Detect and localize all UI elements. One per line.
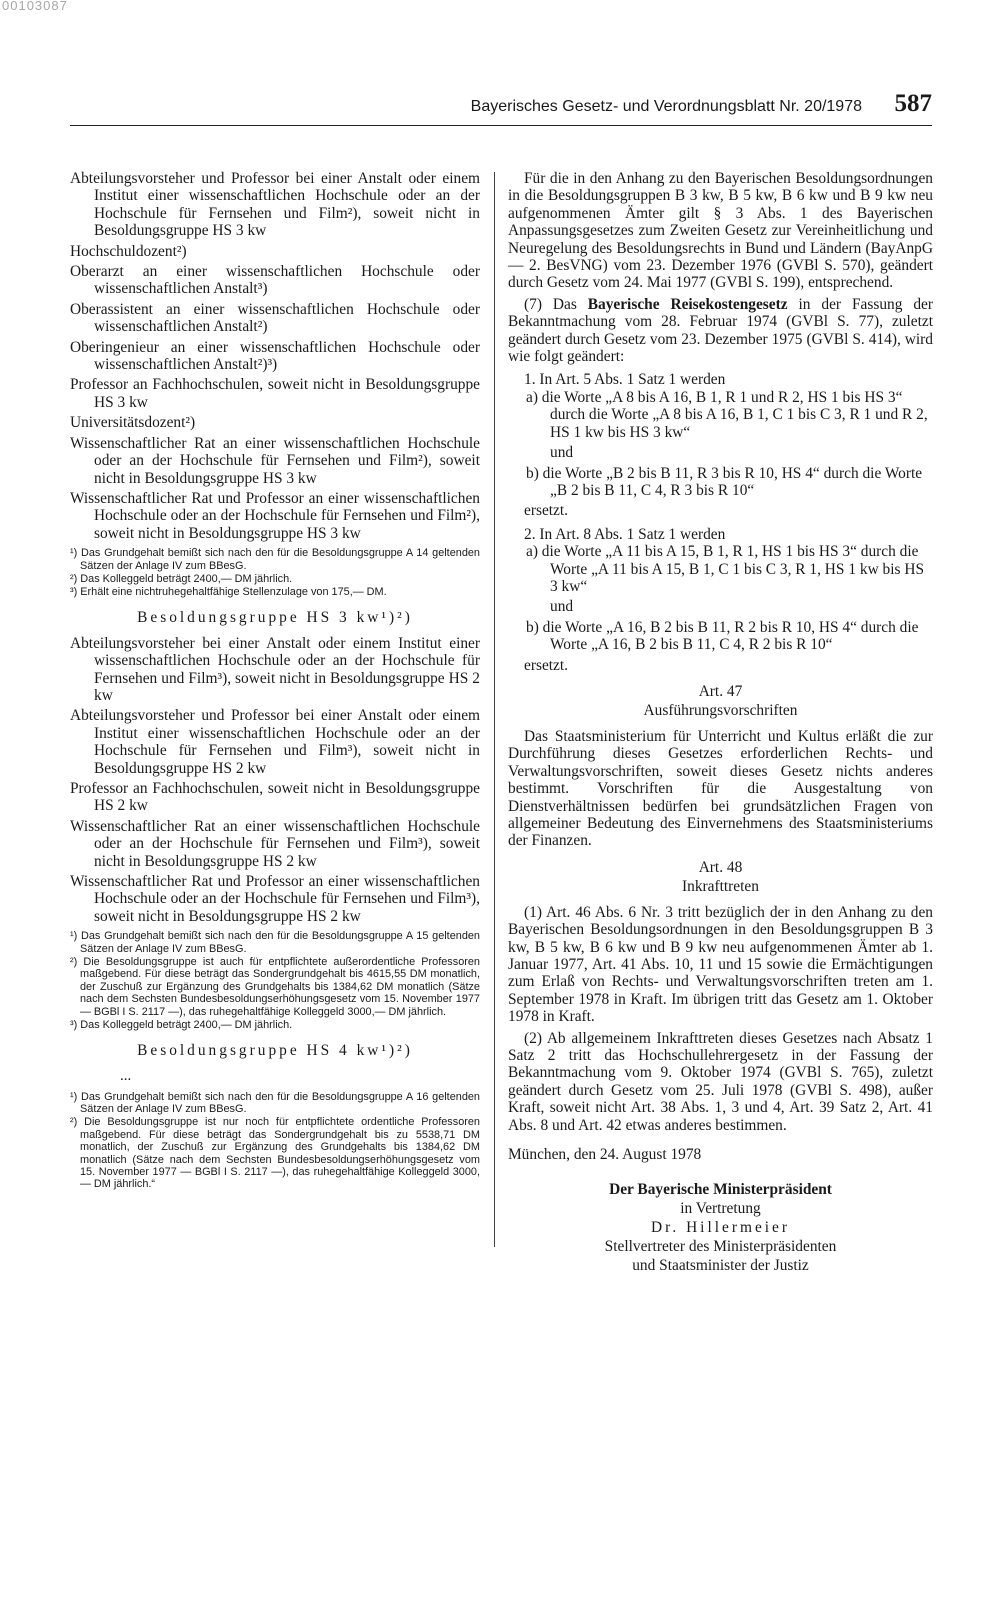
amendment-sub-b: b) die Worte „B 2 bis B 11, R 3 bis R 10, HS 4“ durch die Worte „B 2 bis B 11, C 4, R 3 bis R 10“: [526, 464, 923, 499]
page-number: 587: [894, 90, 932, 117]
footnote: ³) Erhält eine nichtruhegehaltfähige Stellenzulage von 175,— DM.: [70, 586, 387, 599]
article-48-title: Inkrafttreten: [682, 877, 759, 895]
list-item: Wissenschaftlicher Rat an einer wissenschaftlichen Hochschule oder an der Hochschule für Fernsehen und Film²), soweit nicht in Besoldungsgruppe HS 3 kw: [70, 434, 480, 487]
archive-id: 00103087: [2, 0, 68, 13]
amendment-sub-b: b) die Worte „A 16, B 2 bis B 11, R 2 bis R 10, HS 4“ durch die Worte „A 16, B 2 bis B 11, C 4, R 2 bis R 10“: [526, 618, 919, 654]
list-item: Professor an Fachhochschulen, soweit nicht in Besoldungsgruppe HS 2 kw: [70, 780, 480, 815]
amendment-item-2: 2. In Art. 8 Abs. 1 Satz 1 werden: [524, 525, 726, 543]
page-header: [70, 90, 932, 126]
footnote: ¹) Das Grundgehalt bemißt sich nach den für die Besoldungsgruppe A 14 geltenden Sätzen der Anlage IV zum BBesG.: [70, 547, 480, 572]
right-column: [508, 170, 933, 1275]
signer-title-line2: und Staatsminister der Justiz: [632, 1257, 809, 1275]
amendment-sub-a: a) die Worte „A 8 bis A 16, B 1, R 1 und R 2, HS 1 bis HS 3“ durch die Worte „A 8 bis A 16, B 1, C 1 bis C 3, R 1 und R 2, HS 1 kw bis HS 3 kw“: [526, 388, 928, 441]
amendment-sub-a: a) die Worte „A 11 bis A 15, B 1, R 1, HS 1 bis HS 3“ durch die Worte „A 11 bis A 15, B 1, C 1 bis C 3, R 1, HS 1 kw bis HS 3 kw“: [526, 543, 925, 595]
hs3kw-entry-list: [70, 635, 480, 926]
signer-title-line1: Stellvertreter des Ministerpräsidenten: [604, 1238, 837, 1256]
footnote: ²) Das Kolleggeld beträgt 2400,— DM jährlich.: [70, 572, 293, 585]
list-item: Oberassistent an einer wissenschaftlichen Hochschule oder wissenschaftlichen Anstalt²): [70, 300, 480, 336]
article-47-title: Ausführungsvorschriften: [643, 701, 798, 719]
group-heading-hs4kw: Besoldungsgruppe HS 4 kw¹)²): [137, 1041, 413, 1059]
gazette-title: Bayerisches Gesetz- und Verordnungsblatt Nr. 20/1978: [470, 98, 862, 115]
list-item: Oberarzt an einer wissenschaftlichen Hochschule oder wissenschaftlichen Anstalt³): [70, 263, 480, 298]
hs3kw-footnotes: [70, 930, 480, 1031]
column-divider: [494, 172, 495, 1247]
conjunction-und: und: [550, 444, 574, 462]
footnote: ¹) Das Grundgehalt bemißt sich nach den für die Besoldungsgruppe A 15 geltenden Sätzen der Anlage IV zum BBesG.: [70, 930, 480, 955]
place-date: München, den 24. August 1978: [508, 1146, 702, 1164]
article-47-number: Art. 47: [698, 682, 743, 700]
signer-office: Der Bayerische Ministerpräsident: [609, 1181, 832, 1199]
article-48-paragraph-1: (1) Art. 46 Abs. 6 Nr. 3 tritt bezüglich der in den Anhang zu den Bayerischen Besoldungsordnungen in den Besoldungsgruppen B 3 kw, B 5 kw, B 6 kw und B 9 kw neu aufgenommenen Ämter ab 1. Januar 1977, Art. 41 Abs. 10, 11 und 15 sowie die Ermächtigungen zum Erlaß von Rechts- und Verwaltungsvorschriften treten am 1. September 1978 in Kraft. Im übrigen tritt das Gesetz am 1. Oktober 1978 in Kraft.: [508, 903, 933, 1026]
left-column: [70, 170, 480, 1199]
ellipsis: ...: [120, 1067, 132, 1084]
article-48-number: Art. 48: [698, 858, 743, 876]
signer-name: Dr. Hillermeier: [650, 1219, 791, 1237]
list-item: Wissenschaftlicher Rat an einer wissenschaftlichen Hochschule oder an der Hochschule für Fernsehen und Film³), soweit nicht in Besoldungsgruppe HS 2 kw: [70, 817, 480, 870]
law-name-bold: Bayerische Reisekostengesetz: [587, 295, 788, 313]
list-item: Hochschuldozent²): [70, 242, 187, 260]
para7-prefix: (7) Das: [524, 295, 588, 313]
amendment-item-1: 1. In Art. 5 Abs. 1 Satz 1 werden: [524, 371, 726, 389]
footnote: ³) Das Kolleggeld beträgt 2400,— DM jährlich.: [70, 1019, 293, 1032]
para7-rest: in der Fassung der Bekanntmachung vom 28. Februar 1974 (GVBl S. 77), zuletzt geändert durch Gesetz vom 23. Dezember 1975 (GVBl S. 414), wird wie folgt geändert:: [508, 295, 934, 366]
signature-block: [508, 1180, 933, 1275]
list-item: Wissenschaftlicher Rat und Professor an einer wissenschaftlichen Hochschule oder an der Hochschule für Fernsehen und Film²), soweit nicht in Besoldungsgruppe HS 3 kw: [70, 489, 480, 542]
list-item: Professor an Fachhochschulen, soweit nicht in Besoldungsgruppe HS 3 kw: [70, 376, 480, 411]
footnote: ²) Die Besoldungsgruppe ist nur noch für entpflichtete ordentliche Professoren maßgebend. Für diese beträgt das Sondergrundgehalt bis zu 5538,71 DM monatlich, der Zuschuß zur Ergänzung des Grundgehalts bis 1384,62 DM monatlich (Sätze nach dem Sechsten Bundesbesoldungserhöhungsgesetz vom 15. November 1977 — BGBl I S. 2117 —), das ruhegehaltfähige Kolleggeld 3000,— DM jährlich.“: [70, 1116, 480, 1191]
list-item: Wissenschaftlicher Rat und Professor an einer wissenschaftlichen Hochschule oder an der Hochschule für Fernsehen und Film³), soweit nicht in Besoldungsgruppe HS 2 kw: [70, 873, 480, 925]
article-48-paragraph-2: (2) Ab allgemeinem Inkrafttreten dieses Gesetzes nach Absatz 1 Satz 2 tritt das Hochschullehrergesetz in der Fassung der Bekanntmachung vom 9. Oktober 1974 (GVBl S. 765), zuletzt geändert durch Gesetz vom 25. Juli 1978 (GVBl S. 498), außer Kraft, soweit nicht Art. 38 Abs. 1, 3 und 4, Art. 39 Satz 2, Art. 41 Abs. 8 und Art. 42 etwas anderes bestimmen.: [508, 1029, 933, 1134]
list-item: Oberingenieur an einer wissenschaftlichen Hochschule oder wissenschaftlichen Anstalt²)³): [70, 338, 480, 374]
list-item: Abteilungsvorsteher und Professor bei einer Anstalt oder einem Institut einer wissenschaftlichen Hochschule oder an der Hochschule für Fernsehen und Film³), soweit nicht in Besoldungsgruppe HS 2 kw: [70, 707, 480, 777]
hs4kw-footnotes: [70, 1091, 480, 1191]
footnote: ¹) Das Grundgehalt bemißt sich nach den für die Besoldungsgruppe A 16 geltenden Sätzen der Anlage IV zum BBesG.: [70, 1090, 480, 1115]
footnote: ²) Die Besoldungsgruppe ist auch für entpflichtete außerordentliche Professoren maßgebend. Für diese beträgt das Sondergrundgehalt bis 4615,55 DM monatlich, der Zuschuß zur Ergänzung des Grundgehalts bis 1384,62 DM monatlich (Sätze nach dem Sechsten Bundesbesoldungserhöhungsgesetz vom 15. November 1977 — BGBl I S. 2117 —), das ruhegehaltfähige Kolleggeld 3000,— DM jährlich.: [70, 956, 480, 1018]
list-item: Abteilungsvorsteher bei einer Anstalt oder einem Institut einer wissenschaftlichen Hochschule oder an der Hochschule für Fernsehen und Film³), soweit nicht in Besoldungsgruppe HS 2 kw: [70, 634, 480, 704]
signer-capacity: in Vertretung: [680, 1200, 761, 1218]
conjunction-und: und: [550, 598, 574, 616]
replaced-note: ersetzt.: [524, 502, 569, 520]
hs3-footnotes: [70, 547, 480, 599]
article-47-text: Das Staatsministerium für Unterricht und Kultus erläßt die zur Durchführung dieses Gesetzes erforderlichen Rechts- und Verwaltungsvorschriften, soweit dieses Gesetz nichts anderes bestimmt. Vorschriften für die Ausgestaltung von Dienstverhältnissen bedürfen bei grundsätzlichen Fragen von allgemeiner Bedeutung des Einvernehmens des Staatsministeriums der Finanzen.: [508, 727, 933, 850]
list-item: Abteilungsvorsteher und Professor bei einer Anstalt oder einem Institut einer wissenschaftlichen Hochschule oder an der Hochschule für Fernsehen und Film²), soweit nicht in Besoldungsgruppe HS 3 kw: [70, 170, 480, 240]
replaced-note: ersetzt.: [524, 656, 569, 674]
paragraph-7: [508, 296, 933, 366]
intro-paragraph: Für die in den Anhang zu den Bayerischen Besoldungsordnungen in die Besoldungsgruppen B 3 kw, B 5 kw, B 6 kw und B 9 kw neu aufgenommenen Ämter gilt § 3 Abs. 1 des Bayerischen Anpassungsgesetzes zum Zweiten Gesetz zur Vereinheitlichung und Neuregelung des Besoldungsrechts in Bund und Ländern (BayAnpG — 2. BesVNG) vom 23. Dezember 1976 (GVBl S. 570), geändert durch Gesetz vom 24. Mai 1977 (GVBl S. 199), entsprechend.: [508, 170, 933, 292]
group-heading-hs3kw: Besoldungsgruppe HS 3 kw¹)²): [137, 608, 413, 626]
hs3-entry-list: [70, 170, 480, 542]
list-item: Universitätsdozent²): [70, 414, 196, 432]
